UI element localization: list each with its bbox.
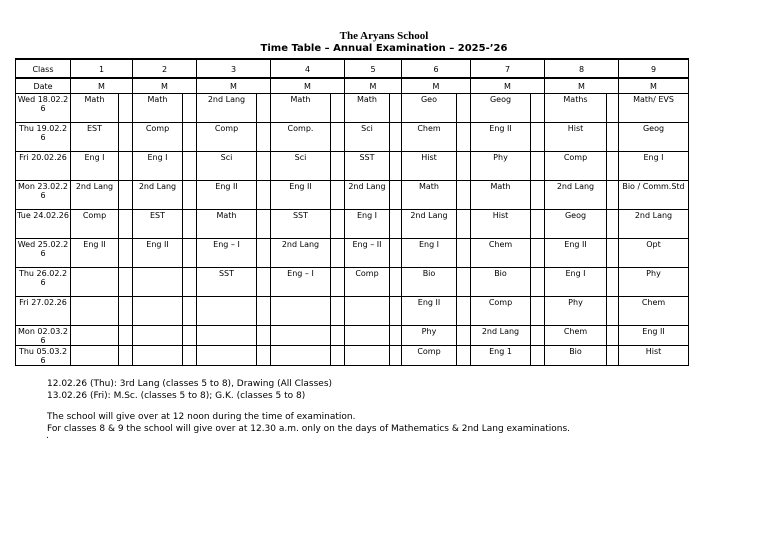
- spacer-cell: [457, 268, 471, 297]
- spacer-cell: [531, 123, 545, 152]
- exam-row: [16, 268, 689, 297]
- spacer-cell: [331, 268, 345, 297]
- spacer-cell: [457, 239, 471, 268]
- spacer-cell: [331, 346, 345, 366]
- session-row: [16, 78, 689, 94]
- subject-cell: 2nd Lang: [471, 326, 531, 346]
- subject-cell: [345, 297, 390, 326]
- spacer-cell: [331, 123, 345, 152]
- subject-cell: Math: [133, 94, 183, 123]
- spacer-cell: [531, 210, 545, 239]
- subject-cell: Bio / Comm.Std: [619, 181, 689, 210]
- exam-date: Wed 25.02.26: [16, 239, 71, 268]
- exam-row: [16, 210, 689, 239]
- spacer-cell: [257, 346, 271, 366]
- subject-cell: Comp: [133, 123, 183, 152]
- spacer-cell: [119, 239, 133, 268]
- subject-cell: [133, 346, 183, 366]
- note-line: 13.02.26 (Fri): M.Sc. (classes 5 to 8); G.K. (classes 5 to 8): [47, 391, 306, 401]
- subject-cell: Eng I: [71, 152, 119, 181]
- subject-cell: Comp: [545, 152, 607, 181]
- spacer-cell: [183, 268, 197, 297]
- subject-cell: Comp: [345, 268, 390, 297]
- exam-date: Wed 18.02.26: [16, 94, 71, 123]
- exam-date: Mon 23.02.26: [16, 181, 71, 210]
- session-label: M: [545, 78, 619, 94]
- date-label: Date: [16, 78, 71, 94]
- subject-cell: Chem: [619, 297, 689, 326]
- subject-cell: [271, 326, 331, 346]
- trailing-mark: .: [46, 431, 49, 441]
- subject-cell: Math: [471, 181, 531, 210]
- class-number: 6: [402, 59, 471, 78]
- spacer-cell: [390, 94, 402, 123]
- subject-cell: Math: [402, 181, 457, 210]
- notes: [47, 378, 570, 435]
- subject-cell: 2nd Lang: [345, 181, 390, 210]
- subject-cell: Eng I: [402, 239, 457, 268]
- subject-cell: Sci: [197, 152, 257, 181]
- spacer-cell: [607, 239, 619, 268]
- subject-cell: Chem: [402, 123, 457, 152]
- spacer-cell: [531, 346, 545, 366]
- subject-cell: Math/ EVS: [619, 94, 689, 123]
- timetable: [15, 58, 689, 366]
- spacer-cell: [390, 326, 402, 346]
- spacer-cell: [331, 297, 345, 326]
- subject-cell: Eng I: [133, 152, 183, 181]
- subject-cell: Hist: [402, 152, 457, 181]
- spacer-cell: [331, 326, 345, 346]
- session-label: M: [133, 78, 197, 94]
- spacer-cell: [119, 346, 133, 366]
- subject-cell: Comp.: [271, 123, 331, 152]
- exam-row: [16, 326, 689, 346]
- subject-cell: Geog: [619, 123, 689, 152]
- exam-row: [16, 123, 689, 152]
- subject-cell: [71, 346, 119, 366]
- spacer-cell: [390, 152, 402, 181]
- exam-row: [16, 181, 689, 210]
- spacer-cell: [257, 297, 271, 326]
- document-title: Time Table – Annual Examination – 2025-’26: [260, 43, 508, 54]
- subject-cell: EST: [71, 123, 119, 152]
- subject-cell: Hist: [545, 123, 607, 152]
- subject-cell: Eng II: [71, 239, 119, 268]
- exam-row: [16, 239, 689, 268]
- spacer-cell: [607, 268, 619, 297]
- subject-cell: [197, 297, 257, 326]
- exam-date: Fri 27.02.26: [16, 297, 71, 326]
- subject-cell: Comp: [197, 123, 257, 152]
- spacer-cell: [607, 123, 619, 152]
- class-number: 3: [197, 59, 271, 78]
- subject-cell: Eng I: [345, 210, 390, 239]
- spacer-cell: [119, 123, 133, 152]
- spacer-cell: [331, 94, 345, 123]
- spacer-cell: [457, 346, 471, 366]
- subject-cell: Math: [197, 210, 257, 239]
- class-number: 2: [133, 59, 197, 78]
- spacer-cell: [457, 210, 471, 239]
- spacer-cell: [119, 181, 133, 210]
- subject-cell: 2nd Lang: [619, 210, 689, 239]
- spacer-cell: [183, 239, 197, 268]
- subject-cell: Bio: [402, 268, 457, 297]
- subject-cell: Eng – I: [197, 239, 257, 268]
- session-label: M: [471, 78, 545, 94]
- subject-cell: Bio: [545, 346, 607, 366]
- subject-cell: Chem: [545, 326, 607, 346]
- class-number: 8: [545, 59, 619, 78]
- spacer-cell: [331, 210, 345, 239]
- subject-cell: Eng II: [471, 123, 531, 152]
- session-label: M: [71, 78, 133, 94]
- spacer-cell: [331, 239, 345, 268]
- spacer-cell: [183, 297, 197, 326]
- subject-cell: SST: [345, 152, 390, 181]
- session-label: M: [345, 78, 402, 94]
- exam-date: Thu 05.03.26: [16, 346, 71, 366]
- spacer-cell: [183, 123, 197, 152]
- spacer-cell: [531, 297, 545, 326]
- spacer-cell: [257, 210, 271, 239]
- subject-cell: Eng – I: [271, 268, 331, 297]
- subject-cell: EST: [133, 210, 183, 239]
- subject-cell: 2nd Lang: [545, 181, 607, 210]
- note-line: 12.02.26 (Thu): 3rd Lang (classes 5 to 8), Drawing (All Classes): [47, 379, 333, 389]
- subject-cell: [71, 326, 119, 346]
- subject-cell: Math: [71, 94, 119, 123]
- exam-date: Thu 19.02.26: [16, 123, 71, 152]
- spacer-cell: [607, 326, 619, 346]
- subject-cell: Eng I: [545, 268, 607, 297]
- spacer-cell: [331, 181, 345, 210]
- spacer-cell: [531, 94, 545, 123]
- class-number: 4: [271, 59, 345, 78]
- exam-date: Thu 26.02.26: [16, 268, 71, 297]
- spacer-cell: [119, 268, 133, 297]
- subject-cell: Geo: [402, 94, 457, 123]
- session-label: M: [271, 78, 345, 94]
- subject-cell: [345, 346, 390, 366]
- subject-cell: Eng II: [133, 239, 183, 268]
- exam-row: [16, 152, 689, 181]
- spacer-cell: [531, 326, 545, 346]
- subject-cell: [71, 268, 119, 297]
- class-number: 7: [471, 59, 545, 78]
- subject-cell: SST: [197, 268, 257, 297]
- spacer-cell: [531, 239, 545, 268]
- exam-date: Tue 24.02.26: [16, 210, 71, 239]
- subject-cell: Maths: [545, 94, 607, 123]
- subject-cell: [71, 297, 119, 326]
- subject-cell: Phy: [545, 297, 607, 326]
- spacer-cell: [257, 123, 271, 152]
- spacer-cell: [607, 210, 619, 239]
- spacer-cell: [119, 94, 133, 123]
- subject-cell: Phy: [471, 152, 531, 181]
- subject-cell: 2nd Lang: [402, 210, 457, 239]
- subject-cell: [271, 346, 331, 366]
- spacer-cell: [457, 123, 471, 152]
- session-label: M: [619, 78, 689, 94]
- subject-cell: Phy: [619, 268, 689, 297]
- spacer-cell: [607, 94, 619, 123]
- exam-date: Mon 02.03.26: [16, 326, 71, 346]
- subject-cell: Eng II: [271, 181, 331, 210]
- spacer-cell: [183, 94, 197, 123]
- exam-row: [16, 297, 689, 326]
- subject-cell: [271, 297, 331, 326]
- note-line: For classes 8 & 9 the school will give over at 12.30 a.m. only on the days of Mathematics & 2nd Lang examinations.: [47, 424, 571, 434]
- subject-cell: Sci: [271, 152, 331, 181]
- session-label: M: [402, 78, 471, 94]
- spacer-cell: [119, 210, 133, 239]
- subject-cell: 2nd Lang: [271, 239, 331, 268]
- subject-cell: Eng II: [619, 326, 689, 346]
- subject-cell: [133, 268, 183, 297]
- spacer-cell: [607, 346, 619, 366]
- spacer-cell: [119, 152, 133, 181]
- spacer-cell: [390, 181, 402, 210]
- class-number: 5: [345, 59, 402, 78]
- subject-cell: Hist: [471, 210, 531, 239]
- subject-cell: 2nd Lang: [133, 181, 183, 210]
- exam-row: [16, 94, 689, 123]
- spacer-cell: [531, 152, 545, 181]
- class-number: 9: [619, 59, 689, 78]
- subject-cell: Hist: [619, 346, 689, 366]
- spacer-cell: [257, 239, 271, 268]
- spacer-cell: [119, 297, 133, 326]
- subject-cell: Math: [345, 94, 390, 123]
- subject-cell: [133, 297, 183, 326]
- subject-cell: Eng – II: [345, 239, 390, 268]
- spacer-cell: [119, 326, 133, 346]
- subject-cell: Bio: [471, 268, 531, 297]
- subject-cell: [197, 346, 257, 366]
- spacer-cell: [607, 297, 619, 326]
- subject-cell: [345, 326, 390, 346]
- spacer-cell: [607, 181, 619, 210]
- spacer-cell: [457, 181, 471, 210]
- spacer-cell: [607, 152, 619, 181]
- subject-cell: [197, 326, 257, 346]
- class-number: 1: [71, 59, 133, 78]
- spacer-cell: [390, 123, 402, 152]
- spacer-cell: [390, 239, 402, 268]
- subject-cell: Eng 1: [471, 346, 531, 366]
- exam-date: Fri 20.02.26: [16, 152, 71, 181]
- spacer-cell: [257, 268, 271, 297]
- spacer-cell: [257, 94, 271, 123]
- subject-cell: 2nd Lang: [71, 181, 119, 210]
- subject-cell: Geog: [545, 210, 607, 239]
- subject-cell: Phy: [402, 326, 457, 346]
- spacer-cell: [390, 268, 402, 297]
- subject-cell: 2nd Lang: [197, 94, 257, 123]
- spacer-cell: [183, 346, 197, 366]
- subject-cell: Chem: [471, 239, 531, 268]
- spacer-cell: [183, 152, 197, 181]
- spacer-cell: [457, 94, 471, 123]
- spacer-cell: [457, 326, 471, 346]
- subject-cell: SST: [271, 210, 331, 239]
- subject-cell: Eng II: [197, 181, 257, 210]
- spacer-cell: [257, 326, 271, 346]
- spacer-cell: [390, 297, 402, 326]
- spacer-cell: [531, 181, 545, 210]
- class-label: Class: [16, 59, 71, 78]
- spacer-cell: [457, 297, 471, 326]
- subject-cell: Comp: [471, 297, 531, 326]
- spacer-cell: [457, 152, 471, 181]
- subject-cell: Opt: [619, 239, 689, 268]
- session-label: M: [197, 78, 271, 94]
- spacer-cell: [531, 268, 545, 297]
- spacer-cell: [257, 181, 271, 210]
- subject-cell: Eng I: [619, 152, 689, 181]
- spacer-cell: [183, 326, 197, 346]
- spacer-cell: [331, 152, 345, 181]
- exam-row: [16, 346, 689, 366]
- subject-cell: Comp: [71, 210, 119, 239]
- spacer-cell: [183, 181, 197, 210]
- spacer-cell: [390, 346, 402, 366]
- subject-cell: Eng II: [402, 297, 457, 326]
- school-name: The Aryans School: [339, 30, 429, 42]
- spacer-cell: [183, 210, 197, 239]
- subject-cell: Sci: [345, 123, 390, 152]
- subject-cell: Math: [271, 94, 331, 123]
- spacer-cell: [390, 210, 402, 239]
- spacer-cell: [257, 152, 271, 181]
- subject-cell: [133, 326, 183, 346]
- subject-cell: Geog: [471, 94, 531, 123]
- subject-cell: Comp: [402, 346, 457, 366]
- note-line: The school will give over at 12 noon during the time of examination.: [47, 412, 356, 422]
- class-header-row: [16, 59, 689, 78]
- subject-cell: Eng II: [545, 239, 607, 268]
